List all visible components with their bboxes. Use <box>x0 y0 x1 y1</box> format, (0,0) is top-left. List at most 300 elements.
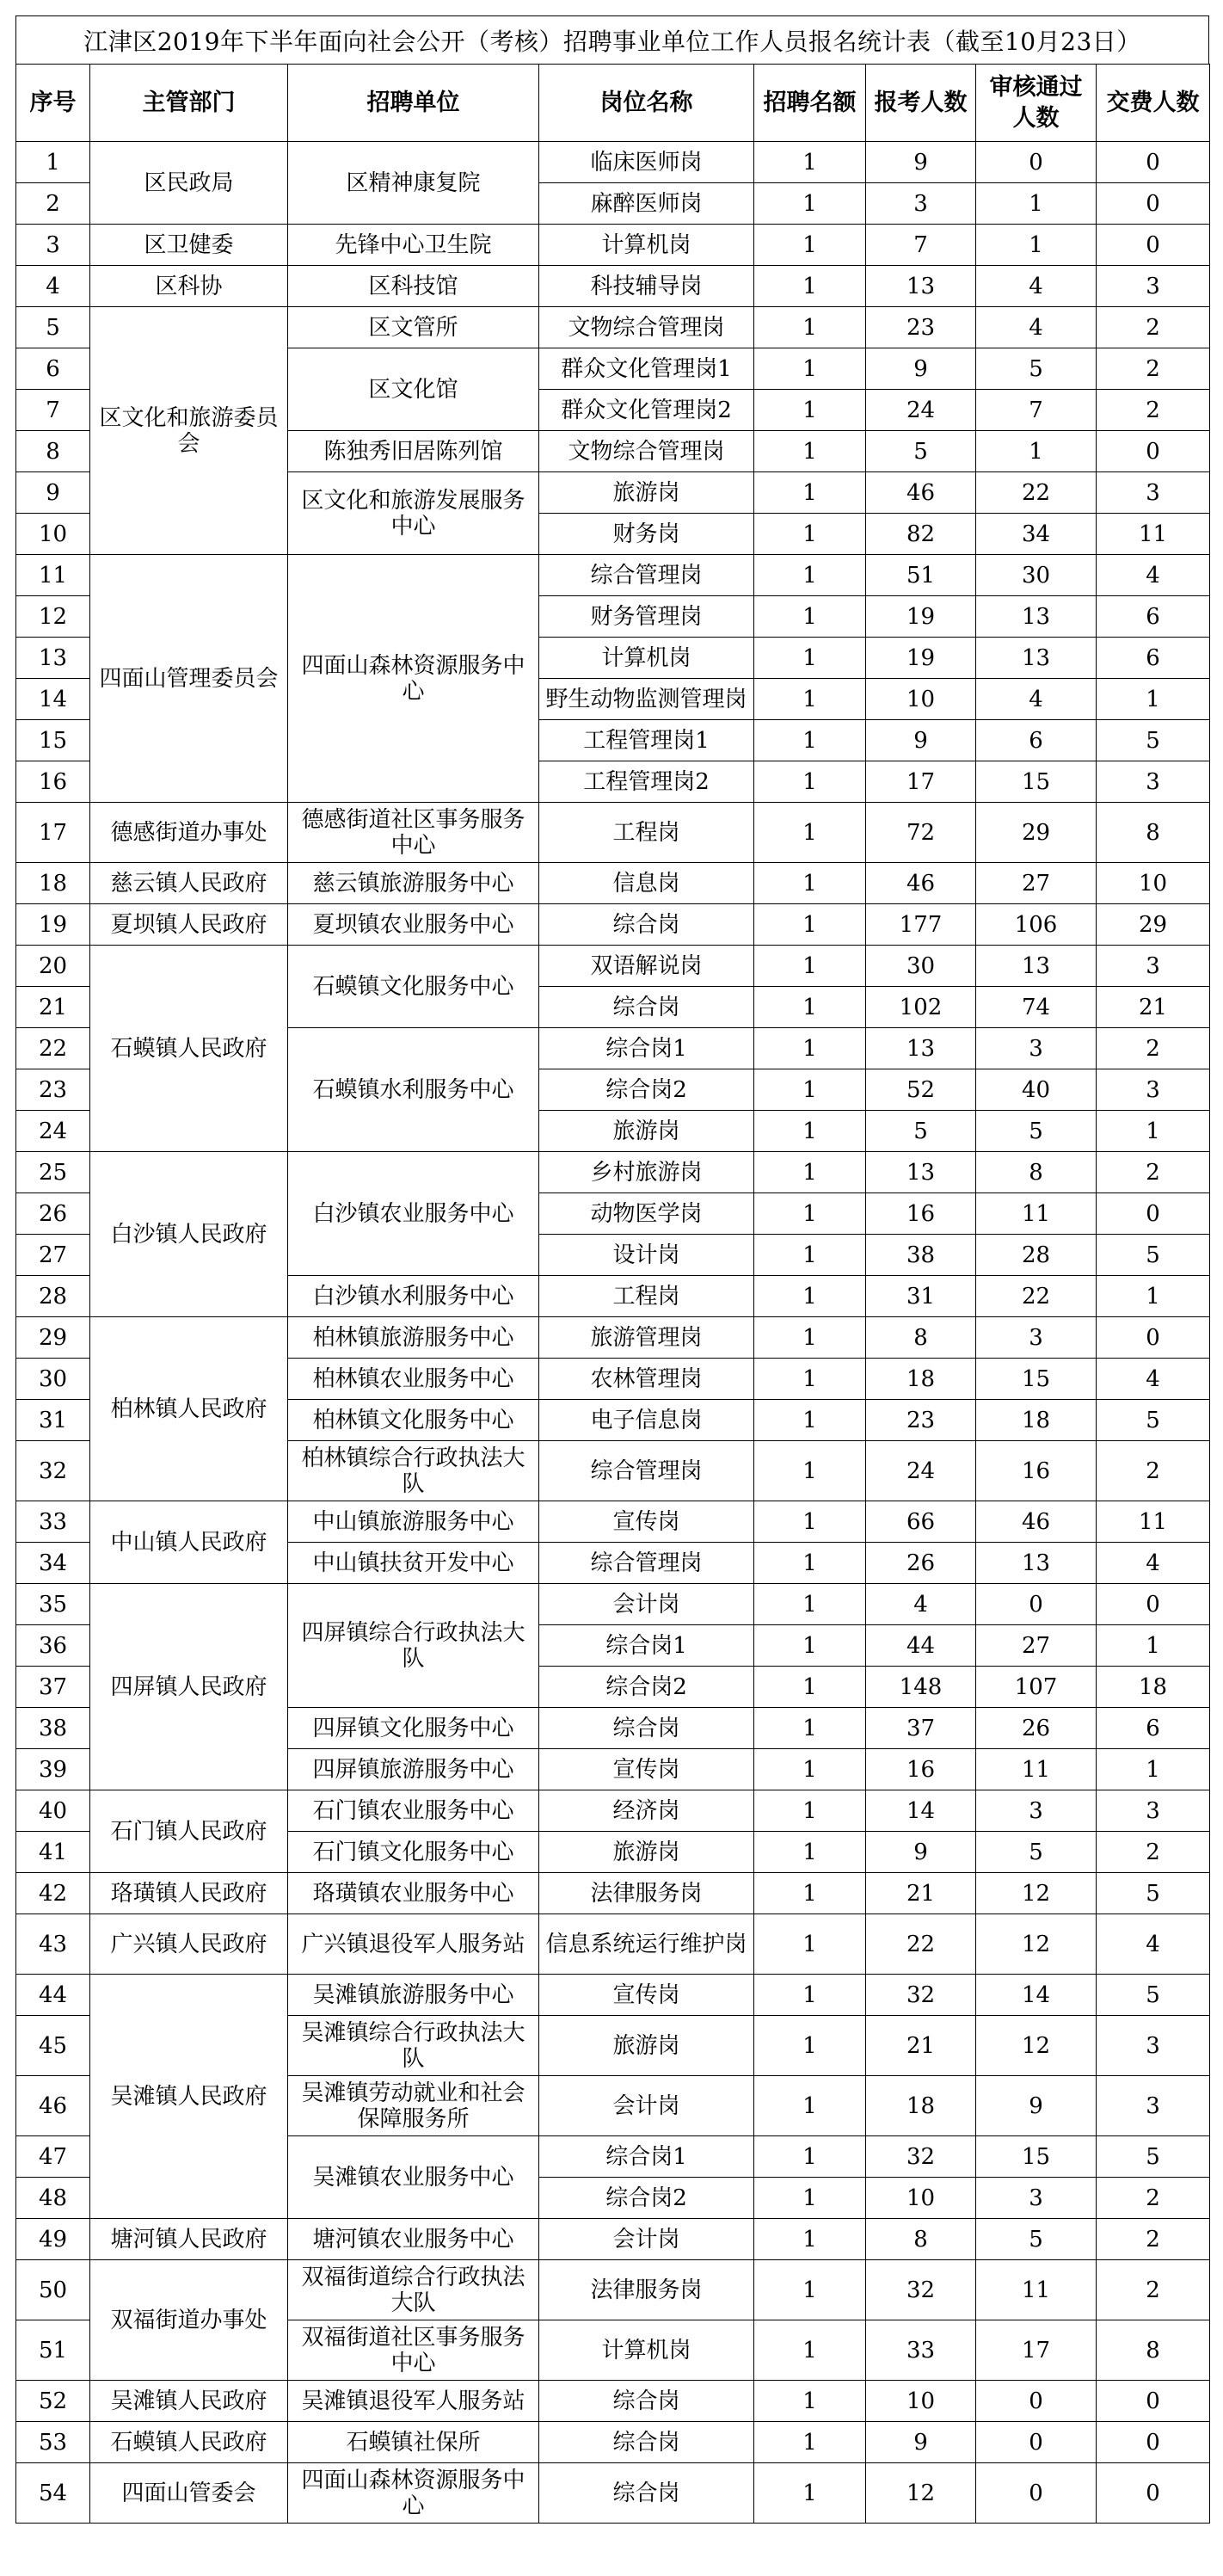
cell-unit: 白沙镇农业服务中心 <box>288 1152 539 1276</box>
cell-applicants: 4 <box>866 1584 976 1625</box>
registration-table <box>15 64 1210 2524</box>
cell-approved: 27 <box>976 863 1097 904</box>
cell-applicants: 13 <box>866 266 976 307</box>
cell-paid: 1 <box>1097 1625 1210 1667</box>
cell-department: 四面山管委会 <box>90 2463 288 2524</box>
cell-paid: 2 <box>1097 2260 1210 2320</box>
cell-applicants: 33 <box>866 2320 976 2381</box>
cell-unit: 柏林镇旅游服务中心 <box>288 1317 539 1359</box>
cell-approved: 18 <box>976 1400 1097 1441</box>
table-row <box>16 2260 1210 2320</box>
cell-applicants: 72 <box>866 803 976 863</box>
cell-paid: 8 <box>1097 803 1210 863</box>
cell-position: 综合岗1 <box>539 1028 754 1069</box>
cell-approved: 5 <box>976 2219 1097 2260</box>
cell-approved: 6 <box>976 720 1097 761</box>
cell-position: 野生动物监测管理岗 <box>539 679 754 720</box>
cell-position: 旅游岗 <box>539 472 754 514</box>
cell-position: 财务岗 <box>539 514 754 555</box>
cell-row-index: 18 <box>16 863 90 904</box>
cell-paid: 2 <box>1097 1441 1210 1501</box>
cell-applicants: 26 <box>866 1543 976 1584</box>
cell-approved: 3 <box>976 1028 1097 1069</box>
cell-paid: 0 <box>1097 1584 1210 1625</box>
cell-row-index: 7 <box>16 390 90 431</box>
cell-department: 吴滩镇人民政府 <box>90 1975 288 2219</box>
cell-position: 工程岗 <box>539 1276 754 1317</box>
table-row <box>16 2219 1210 2260</box>
cell-quota: 1 <box>754 1832 866 1873</box>
cell-applicants: 14 <box>866 1790 976 1832</box>
cell-paid: 2 <box>1097 307 1210 348</box>
cell-paid: 6 <box>1097 596 1210 638</box>
cell-quota: 1 <box>754 904 866 946</box>
cell-unit: 珞璜镇农业服务中心 <box>288 1873 539 1914</box>
cell-paid: 10 <box>1097 863 1210 904</box>
cell-approved: 107 <box>976 1667 1097 1708</box>
cell-paid: 3 <box>1097 1790 1210 1832</box>
cell-paid: 11 <box>1097 514 1210 555</box>
cell-row-index: 50 <box>16 2260 90 2320</box>
cell-quota: 1 <box>754 679 866 720</box>
cell-paid: 2 <box>1097 2219 1210 2260</box>
cell-applicants: 82 <box>866 514 976 555</box>
table-row <box>16 225 1210 266</box>
cell-row-index: 42 <box>16 1873 90 1914</box>
cell-unit: 石蟆镇文化服务中心 <box>288 946 539 1028</box>
cell-quota: 1 <box>754 1708 866 1749</box>
cell-row-index: 9 <box>16 472 90 514</box>
cell-quota: 1 <box>754 1914 866 1975</box>
cell-unit: 区科技馆 <box>288 266 539 307</box>
cell-paid: 2 <box>1097 390 1210 431</box>
cell-row-index: 53 <box>16 2422 90 2463</box>
cell-quota: 1 <box>754 1501 866 1543</box>
cell-paid: 0 <box>1097 183 1210 225</box>
cell-quota: 1 <box>754 142 866 183</box>
table-row <box>16 307 1210 348</box>
cell-approved: 29 <box>976 803 1097 863</box>
cell-applicants: 9 <box>866 720 976 761</box>
cell-row-index: 47 <box>16 2136 90 2178</box>
cell-approved: 1 <box>976 183 1097 225</box>
cell-approved: 27 <box>976 1625 1097 1667</box>
cell-position: 计算机岗 <box>539 2320 754 2381</box>
cell-row-index: 52 <box>16 2381 90 2422</box>
cell-approved: 4 <box>976 266 1097 307</box>
cell-applicants: 8 <box>866 2219 976 2260</box>
cell-position: 综合管理岗 <box>539 1543 754 1584</box>
table-body <box>16 142 1210 2524</box>
cell-paid: 1 <box>1097 1111 1210 1152</box>
cell-quota: 1 <box>754 390 866 431</box>
cell-department: 区民政局 <box>90 142 288 225</box>
cell-unit: 慈云镇旅游服务中心 <box>288 863 539 904</box>
cell-approved: 106 <box>976 904 1097 946</box>
table-row <box>16 1152 1210 1193</box>
cell-unit: 柏林镇文化服务中心 <box>288 1400 539 1441</box>
cell-paid: 18 <box>1097 1667 1210 1708</box>
cell-approved: 3 <box>976 1317 1097 1359</box>
cell-applicants: 102 <box>866 987 976 1028</box>
cell-applicants: 10 <box>866 2381 976 2422</box>
cell-row-index: 10 <box>16 514 90 555</box>
cell-approved: 30 <box>976 555 1097 596</box>
cell-paid: 3 <box>1097 2016 1210 2076</box>
cell-unit: 陈独秀旧居陈列馆 <box>288 431 539 472</box>
cell-quota: 1 <box>754 2136 866 2178</box>
cell-row-index: 23 <box>16 1069 90 1111</box>
cell-row-index: 6 <box>16 348 90 390</box>
cell-position: 动物医学岗 <box>539 1193 754 1235</box>
cell-approved: 13 <box>976 946 1097 987</box>
cell-applicants: 19 <box>866 596 976 638</box>
cell-applicants: 22 <box>866 1914 976 1975</box>
cell-row-index: 35 <box>16 1584 90 1625</box>
cell-approved: 5 <box>976 1111 1097 1152</box>
cell-department: 石门镇人民政府 <box>90 1790 288 1873</box>
cell-applicants: 32 <box>866 2136 976 2178</box>
cell-row-index: 3 <box>16 225 90 266</box>
cell-quota: 1 <box>754 472 866 514</box>
cell-paid: 2 <box>1097 1832 1210 1873</box>
cell-department: 双福街道办事处 <box>90 2260 288 2381</box>
cell-quota: 1 <box>754 596 866 638</box>
cell-approved: 0 <box>976 1584 1097 1625</box>
cell-position: 综合岗2 <box>539 1667 754 1708</box>
cell-unit: 中山镇扶贫开发中心 <box>288 1543 539 1584</box>
cell-unit: 中山镇旅游服务中心 <box>288 1501 539 1543</box>
cell-department: 柏林镇人民政府 <box>90 1317 288 1501</box>
cell-row-index: 54 <box>16 2463 90 2524</box>
cell-approved: 28 <box>976 1235 1097 1276</box>
cell-quota: 1 <box>754 2381 866 2422</box>
cell-row-index: 16 <box>16 761 90 803</box>
cell-paid: 1 <box>1097 679 1210 720</box>
cell-quota: 1 <box>754 1975 866 2016</box>
cell-paid: 0 <box>1097 225 1210 266</box>
cell-approved: 12 <box>976 1873 1097 1914</box>
cell-unit: 区文化和旅游发展服务中心 <box>288 472 539 555</box>
cell-row-index: 21 <box>16 987 90 1028</box>
table-row <box>16 266 1210 307</box>
cell-applicants: 18 <box>866 1359 976 1400</box>
cell-approved: 9 <box>976 2076 1097 2136</box>
cell-applicants: 16 <box>866 1749 976 1790</box>
cell-approved: 3 <box>976 2178 1097 2219</box>
cell-position: 旅游岗 <box>539 2016 754 2076</box>
cell-position: 工程岗 <box>539 803 754 863</box>
cell-row-index: 15 <box>16 720 90 761</box>
cell-applicants: 12 <box>866 2463 976 2524</box>
cell-unit: 吴滩镇退役军人服务站 <box>288 2381 539 2422</box>
cell-applicants: 23 <box>866 1400 976 1441</box>
cell-approved: 22 <box>976 472 1097 514</box>
cell-row-index: 49 <box>16 2219 90 2260</box>
cell-unit: 双福街道综合行政执法大队 <box>288 2260 539 2320</box>
cell-quota: 1 <box>754 1790 866 1832</box>
cell-paid: 6 <box>1097 1708 1210 1749</box>
cell-unit: 柏林镇综合行政执法大队 <box>288 1441 539 1501</box>
cell-paid: 4 <box>1097 1543 1210 1584</box>
cell-applicants: 37 <box>866 1708 976 1749</box>
cell-department: 塘河镇人民政府 <box>90 2219 288 2260</box>
cell-unit: 区文管所 <box>288 307 539 348</box>
cell-unit: 吴滩镇旅游服务中心 <box>288 1975 539 2016</box>
cell-paid: 5 <box>1097 1235 1210 1276</box>
cell-quota: 1 <box>754 2076 866 2136</box>
cell-applicants: 3 <box>866 183 976 225</box>
cell-approved: 3 <box>976 1790 1097 1832</box>
cell-quota: 1 <box>754 863 866 904</box>
cell-quota: 1 <box>754 2422 866 2463</box>
cell-paid: 0 <box>1097 2381 1210 2422</box>
cell-department: 德感街道办事处 <box>90 803 288 863</box>
cell-row-index: 51 <box>16 2320 90 2381</box>
cell-quota: 1 <box>754 2463 866 2524</box>
cell-quota: 1 <box>754 1069 866 1111</box>
cell-approved: 13 <box>976 596 1097 638</box>
cell-position: 工程管理岗2 <box>539 761 754 803</box>
cell-applicants: 9 <box>866 1832 976 1873</box>
cell-unit: 四面山森林资源服务中心 <box>288 2463 539 2524</box>
cell-quota: 1 <box>754 638 866 679</box>
cell-row-index: 28 <box>16 1276 90 1317</box>
table-row <box>16 1501 1210 1543</box>
cell-approved: 74 <box>976 987 1097 1028</box>
cell-row-index: 32 <box>16 1441 90 1501</box>
cell-row-index: 4 <box>16 266 90 307</box>
header-position: 岗位名称 <box>539 65 754 142</box>
cell-paid: 2 <box>1097 2178 1210 2219</box>
cell-unit: 德感街道社区事务服务中心 <box>288 803 539 863</box>
cell-row-index: 38 <box>16 1708 90 1749</box>
cell-approved: 8 <box>976 1152 1097 1193</box>
cell-row-index: 34 <box>16 1543 90 1584</box>
cell-row-index: 26 <box>16 1193 90 1235</box>
cell-approved: 0 <box>976 2463 1097 2524</box>
cell-unit: 区精神康复院 <box>288 142 539 225</box>
table-row <box>16 142 1210 183</box>
cell-position: 设计岗 <box>539 1235 754 1276</box>
cell-quota: 1 <box>754 1441 866 1501</box>
cell-row-index: 33 <box>16 1501 90 1543</box>
cell-row-index: 41 <box>16 1832 90 1873</box>
cell-paid: 5 <box>1097 1873 1210 1914</box>
cell-position: 信息岗 <box>539 863 754 904</box>
cell-approved: 0 <box>976 2381 1097 2422</box>
cell-approved: 12 <box>976 2016 1097 2076</box>
cell-quota: 1 <box>754 1276 866 1317</box>
cell-paid: 3 <box>1097 266 1210 307</box>
cell-row-index: 11 <box>16 555 90 596</box>
cell-row-index: 30 <box>16 1359 90 1400</box>
cell-unit: 先锋中心卫生院 <box>288 225 539 266</box>
cell-approved: 34 <box>976 514 1097 555</box>
cell-quota: 1 <box>754 1235 866 1276</box>
cell-quota: 1 <box>754 1400 866 1441</box>
cell-department: 四面山管理委员会 <box>90 555 288 803</box>
cell-paid: 5 <box>1097 720 1210 761</box>
cell-paid: 0 <box>1097 142 1210 183</box>
cell-position: 文物综合管理岗 <box>539 431 754 472</box>
table-title: 江津区2019年下半年面向社会公开（考核）招聘事业单位工作人员报名统计表（截至10月23日） <box>15 15 1209 64</box>
cell-paid: 2 <box>1097 1152 1210 1193</box>
cell-applicants: 5 <box>866 431 976 472</box>
cell-quota: 1 <box>754 348 866 390</box>
cell-paid: 3 <box>1097 761 1210 803</box>
cell-applicants: 46 <box>866 472 976 514</box>
table-row <box>16 1317 1210 1359</box>
cell-quota: 1 <box>754 1667 866 1708</box>
cell-applicants: 10 <box>866 2178 976 2219</box>
cell-position: 工程管理岗1 <box>539 720 754 761</box>
cell-row-index: 29 <box>16 1317 90 1359</box>
cell-quota: 1 <box>754 2016 866 2076</box>
cell-approved: 17 <box>976 2320 1097 2381</box>
cell-applicants: 9 <box>866 2422 976 2463</box>
cell-paid: 1 <box>1097 1749 1210 1790</box>
header-applicants: 报考人数 <box>866 65 976 142</box>
cell-approved: 4 <box>976 307 1097 348</box>
cell-approved: 46 <box>976 1501 1097 1543</box>
cell-paid: 0 <box>1097 2422 1210 2463</box>
cell-quota: 1 <box>754 225 866 266</box>
table-row <box>16 1873 1210 1914</box>
header-index: 序号 <box>16 65 90 142</box>
cell-quota: 1 <box>754 2219 866 2260</box>
cell-department: 中山镇人民政府 <box>90 1501 288 1584</box>
cell-quota: 1 <box>754 183 866 225</box>
table-row <box>16 946 1210 987</box>
cell-applicants: 51 <box>866 555 976 596</box>
table-row <box>16 1914 1210 1975</box>
cell-quota: 1 <box>754 431 866 472</box>
cell-position: 科技辅导岗 <box>539 266 754 307</box>
cell-paid: 3 <box>1097 1069 1210 1111</box>
header-paid: 交费人数 <box>1097 65 1210 142</box>
cell-department: 区科协 <box>90 266 288 307</box>
cell-position: 麻醉医师岗 <box>539 183 754 225</box>
cell-quota: 1 <box>754 761 866 803</box>
cell-unit: 石蟆镇社保所 <box>288 2422 539 2463</box>
table-row <box>16 904 1210 946</box>
header-department: 主管部门 <box>90 65 288 142</box>
cell-paid: 0 <box>1097 1317 1210 1359</box>
cell-position: 综合管理岗 <box>539 555 754 596</box>
cell-position: 计算机岗 <box>539 225 754 266</box>
cell-quota: 1 <box>754 555 866 596</box>
cell-row-index: 14 <box>16 679 90 720</box>
cell-position: 法律服务岗 <box>539 1873 754 1914</box>
cell-applicants: 24 <box>866 1441 976 1501</box>
cell-position: 综合岗 <box>539 987 754 1028</box>
cell-applicants: 23 <box>866 307 976 348</box>
cell-row-index: 46 <box>16 2076 90 2136</box>
cell-applicants: 32 <box>866 1975 976 2016</box>
cell-quota: 1 <box>754 307 866 348</box>
cell-unit: 塘河镇农业服务中心 <box>288 2219 539 2260</box>
cell-approved: 1 <box>976 225 1097 266</box>
header-unit: 招聘单位 <box>288 65 539 142</box>
cell-unit: 石门镇文化服务中心 <box>288 1832 539 1873</box>
cell-position: 综合岗2 <box>539 1069 754 1111</box>
cell-approved: 11 <box>976 1193 1097 1235</box>
cell-position: 综合岗 <box>539 1708 754 1749</box>
cell-applicants: 5 <box>866 1111 976 1152</box>
cell-row-index: 27 <box>16 1235 90 1276</box>
cell-unit: 吴滩镇劳动就业和社会保障服务所 <box>288 2076 539 2136</box>
cell-position: 综合岗 <box>539 2422 754 2463</box>
cell-applicants: 10 <box>866 679 976 720</box>
cell-position: 综合岗2 <box>539 2178 754 2219</box>
cell-row-index: 20 <box>16 946 90 987</box>
cell-paid: 4 <box>1097 555 1210 596</box>
cell-paid: 1 <box>1097 1276 1210 1317</box>
cell-position: 综合岗 <box>539 2463 754 2524</box>
cell-row-index: 48 <box>16 2178 90 2219</box>
cell-approved: 26 <box>976 1708 1097 1749</box>
cell-department: 石蟆镇人民政府 <box>90 2422 288 2463</box>
cell-row-index: 5 <box>16 307 90 348</box>
cell-quota: 1 <box>754 2260 866 2320</box>
cell-quota: 1 <box>754 803 866 863</box>
cell-department: 吴滩镇人民政府 <box>90 2381 288 2422</box>
cell-approved: 22 <box>976 1276 1097 1317</box>
cell-applicants: 24 <box>866 390 976 431</box>
cell-approved: 4 <box>976 679 1097 720</box>
cell-position: 双语解说岗 <box>539 946 754 987</box>
cell-applicants: 38 <box>866 1235 976 1276</box>
cell-applicants: 13 <box>866 1152 976 1193</box>
cell-quota: 1 <box>754 1111 866 1152</box>
cell-position: 经济岗 <box>539 1790 754 1832</box>
cell-paid: 5 <box>1097 1975 1210 2016</box>
cell-position: 旅游岗 <box>539 1832 754 1873</box>
cell-paid: 3 <box>1097 472 1210 514</box>
cell-row-index: 19 <box>16 904 90 946</box>
cell-approved: 1 <box>976 431 1097 472</box>
table-row <box>16 863 1210 904</box>
table-row <box>16 803 1210 863</box>
cell-applicants: 16 <box>866 1193 976 1235</box>
cell-paid: 11 <box>1097 1501 1210 1543</box>
cell-approved: 11 <box>976 2260 1097 2320</box>
cell-position: 信息系统运行维护岗 <box>539 1914 754 1975</box>
cell-row-index: 1 <box>16 142 90 183</box>
cell-quota: 1 <box>754 1359 866 1400</box>
cell-approved: 16 <box>976 1441 1097 1501</box>
cell-applicants: 32 <box>866 2260 976 2320</box>
cell-paid: 2 <box>1097 1028 1210 1069</box>
cell-unit: 吴滩镇农业服务中心 <box>288 2136 539 2219</box>
cell-paid: 2 <box>1097 348 1210 390</box>
cell-unit: 广兴镇退役军人服务站 <box>288 1914 539 1975</box>
cell-department: 广兴镇人民政府 <box>90 1914 288 1975</box>
cell-quota: 1 <box>754 1028 866 1069</box>
cell-position: 旅游管理岗 <box>539 1317 754 1359</box>
cell-unit: 四屏镇综合行政执法大队 <box>288 1584 539 1708</box>
cell-position: 宣传岗 <box>539 1749 754 1790</box>
cell-row-index: 24 <box>16 1111 90 1152</box>
cell-row-index: 44 <box>16 1975 90 2016</box>
cell-position: 法律服务岗 <box>539 2260 754 2320</box>
cell-row-index: 2 <box>16 183 90 225</box>
cell-paid: 0 <box>1097 1193 1210 1235</box>
table-row <box>16 1584 1210 1625</box>
cell-row-index: 43 <box>16 1914 90 1975</box>
cell-applicants: 18 <box>866 2076 976 2136</box>
